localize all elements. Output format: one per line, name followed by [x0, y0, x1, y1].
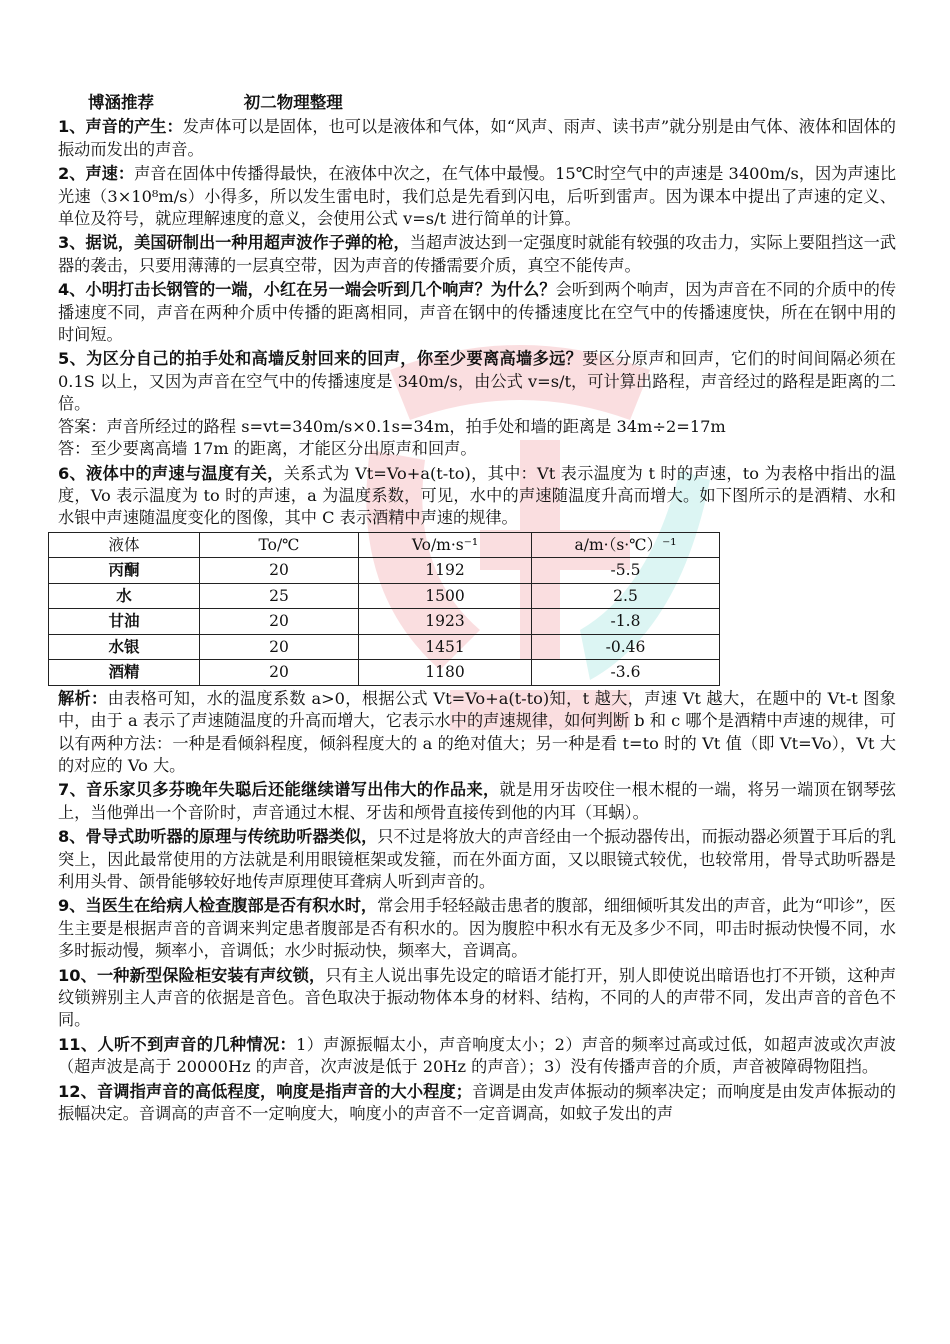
paragraph-text: 由表格可知，水的温度系数 a>0，根据公式 Vt=Vo+a(t-to)知，t 越大，声速 Vt 越大，在题中的 Vt-t 图象中，由于 a 表示了声速随温度的升高而增大，它表示水中的声速规律，如何判断 b 和 c 哪个是酒精中声速的规律，可以有两种方法：一种是看倾斜程度，倾斜程度大的 a 的绝对值大；另一种是看 t=to 时的 Vt 值（即 Vt=Vo），Vt 大的对应的 Vo 大。	[58, 688, 896, 775]
paragraph-lead: 9、当医生在给病人检查腹部是否有积水时，	[58, 896, 378, 916]
paragraph-text: 发声体可以是固体，也可以是液体和气体，如“风声、雨声、读书声”就分别是由气体、液体和固体的振动而发出的声音。	[58, 117, 896, 159]
table-row	[49, 634, 720, 660]
paragraph-text: 要区分原声和回声，它们的时间间隔必须在 0.1S 以上，又因为声音在空气中的传播速度是 340m/s，由公式 v=s/t，可计算出路程，声音经过的路程是距离的二倍。	[58, 349, 896, 414]
table-row	[49, 558, 720, 584]
paragraph-5	[58, 348, 896, 415]
paragraph-lead: 3、据说，美国研制出一种用超声波作子弹的枪，	[58, 233, 410, 253]
table-cell-liquid: 水	[49, 583, 200, 609]
paragraph-7	[58, 779, 896, 824]
paragraph-lead: 2、声速：	[58, 164, 135, 184]
table-cell: 1500	[359, 583, 532, 609]
table-row	[49, 609, 720, 635]
table-cell: 1180	[359, 660, 532, 686]
table-cell-liquid: 水银	[49, 634, 200, 660]
table-cell-liquid: 甘油	[49, 609, 200, 635]
table-cell: 1451	[359, 634, 532, 660]
paragraph-2	[58, 163, 896, 230]
answer-calculation: 答案：声音所经过的路程 s=vt=340m/s×0.1s=34m，拍手处和墙的距离是 34m÷2=17m	[58, 416, 726, 436]
column-header: To/℃	[200, 532, 359, 558]
page-header	[88, 92, 896, 114]
paragraph-text: 声音在固体中传播得最快，在液体中次之，在气体中最慢。15℃时空气中的声速是 3400m/s，因为声速比光速（3×10⁸m/s）小得多，所以发生雷电时，我们总是先看到闪电，后听到雷声。因为课本中提出了声速的定义、单位及符号，就应理解速度的意义，会使用公式 v=s/t 进行简单的计算。	[58, 164, 897, 229]
paragraph-text: 关系式为 Vt=Vo+a(t-to)，其中：Vt 表示温度为 t 时的声速，to 为表格中指出的温度，Vo 表示温度为 to 时的声速，a 为温度系数，可见，水中的声速随温度升高而增大。如下图所示的是酒精、水和水银中声速随温度变化的图像，其中 C 表示酒精中声速的规律。	[58, 463, 896, 528]
paragraph-lead: 4、小明打击长钢管的一端，小红在另一端会听到几个响声？为什么？	[58, 280, 556, 300]
table-cell: 20	[200, 558, 359, 584]
paragraph-lead: 7、音乐家贝多芬晚年失聪后还能继续谱写出伟大的作品来，	[58, 780, 500, 800]
paragraph-1	[58, 116, 896, 161]
table-cell: 1923	[359, 609, 532, 635]
paragraph-text: 音调是由发声体振动的频率决定；而响度是由发声体振动的振幅决定。音调高的声音不一定响度大，响度小的声音不一定音调高，如蚊子发出的声	[58, 1081, 896, 1124]
table-cell-liquid: 酒精	[49, 660, 200, 686]
paragraph-text: 常会用手轻轻敲击患者的腹部，细细倾听其发出的声音，此为“叩诊”，医生主要是根据声音的音调来判定患者腹部是否有积水的。因为腹腔中积水有无及多少不同，叩击时振动快慢不同，水多时振动慢，频率小，音调低；水少时振动快，频率大，音调高。	[58, 896, 896, 961]
paragraph-lead: 8、骨导式助听器的原理与传统助听器类似，	[58, 827, 378, 847]
paragraph-9	[58, 895, 896, 962]
table-cell: 1192	[359, 558, 532, 584]
paragraph-text: 只有主人说出事先设定的暗语才能打开，别人即使说出暗语也打不开锁，这种声纹锁辨别主人声音的依据是音色。音色取决于振动物体本身的材料、结构，不同的人的声带不同，发出声音的音色不同。	[58, 965, 897, 1030]
answer-conclusion: 答：至少要离高墙 17m 的距离，才能区分出原声和回声。	[58, 439, 477, 459]
table-cell: 20	[200, 609, 359, 635]
paragraph-text: 当超声波达到一定强度时就能有较强的攻击力，实际上要阻挡这一武器的袭击，只要用薄薄的一层真空带，因为声音的传播需要介质，真空不能传声。	[58, 233, 897, 275]
column-header: 液体	[49, 532, 200, 558]
paragraph-lead: 12、音调指声音的高低程度，响度是指声音的大小程度；	[58, 1081, 472, 1101]
paragraph-lead: 解析：	[58, 688, 108, 708]
table-cell: 25	[200, 583, 359, 609]
document-content	[58, 92, 896, 1127]
paragraph-lead: 1、声音的产生：	[58, 117, 183, 137]
table-cell: 2.5	[532, 583, 720, 609]
paragraph-text: 1）声源振幅太小，声音响度太小；2）声音的频率过高或过低，如超声波或次声波（超声波是高于 20000Hz 的声音，次声波是低于 20Hz 的声音）；3）没有传播声音的介质，声音被障碍物阻挡。	[58, 1034, 896, 1077]
column-header: Vo/m·s⁻¹	[359, 532, 532, 558]
paragraph-11	[58, 1034, 896, 1079]
table-cell: 20	[200, 660, 359, 686]
paragraph-4	[58, 279, 896, 346]
paragraph-text: 就是用牙齿咬住一根木棍的一端，将另一端顶在钢琴弦上，当他弹出一个音阶时，声音通过木棍、牙齿和颅骨直接传到他的内耳（耳蜗）。	[58, 780, 896, 822]
table-header-row	[49, 532, 720, 558]
table-cell: 20	[200, 634, 359, 660]
paragraph-10	[58, 965, 896, 1032]
paragraph-text: 只不过是将放大的声音经由一个振动器传出，而振动器必须置于耳后的乳突上，因此最常使用的方法就是利用眼镜框架或发箍，而在外面方面，又以眼镜式较优，也较常用，骨导式助听器是利用头骨、颌骨能够较好地传声原理使耳聋病人听到声音的。	[58, 827, 897, 891]
sound-speed-table	[48, 532, 720, 686]
paragraph-lead: 6、液体中的声速与温度有关，	[58, 463, 284, 483]
table-cell-liquid: 丙酮	[49, 558, 200, 584]
paragraph-text: 会听到两个响声，因为声音在不同的介质中的传播速度不同，声音在两种介质中传播的距离相同，声音在钢中的传播速度比在空气中的传播速度快，所在在钢中用的时间短。	[58, 280, 897, 345]
analysis-paragraph	[58, 688, 896, 778]
paragraph-lead: 11、人听不到声音的几种情况：	[58, 1034, 297, 1054]
table-row	[49, 660, 720, 686]
paragraph-3	[58, 232, 896, 277]
paragraph-lead: 5、为区分自己的拍手处和高墙反射回来的回声，你至少要离高墙多远？	[58, 349, 583, 369]
header-left: 博涵推荐	[88, 93, 154, 112]
paragraph-8	[58, 826, 896, 893]
table-cell: -5.5	[532, 558, 720, 584]
header-right: 初二物理整理	[243, 93, 343, 112]
table-row	[49, 583, 720, 609]
column-header: a/m·（s·℃）⁻¹	[532, 532, 720, 558]
table-cell: -1.8	[532, 609, 720, 635]
paragraph-6	[58, 463, 896, 530]
paragraph-lead: 10、一种新型保险柜安装有声纹锁，	[58, 965, 326, 985]
table-cell: -0.46	[532, 634, 720, 660]
paragraph-12	[58, 1081, 896, 1126]
table-cell: -3.6	[532, 660, 720, 686]
